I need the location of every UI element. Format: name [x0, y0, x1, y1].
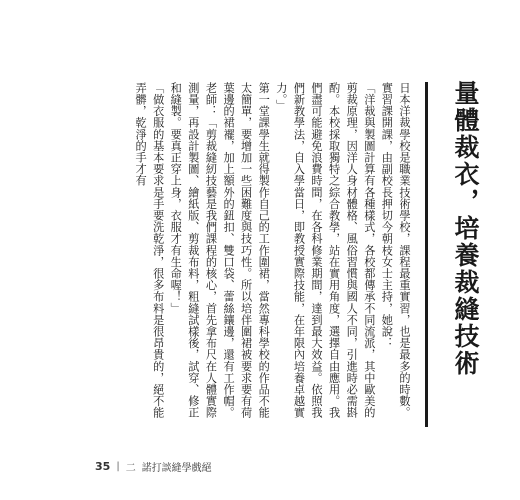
footer-separator: | [116, 461, 120, 472]
page-footer [95, 459, 212, 474]
paragraph-4: 老師：「剪裁縫紉技藝是我們課程的核心，首先拿布尺在人體實際測量，再設計製圖、繪紙版、剪裁布料，粗縫試樣後，試穿、修正和縫製。要真正穿上身，衣服才有生命喔！」 [169, 82, 218, 419]
paragraph-5: 「做衣服的基本要求是手要洗乾淨，很多布料是很昂貴的，絕不能弄髒，乾淨的手才有 [134, 82, 165, 419]
paragraph-2: 「洋裁與製圖計算有各種樣式，各校都傳承不同流派，其中歐美的剪裁原理，因洋人身材體格、風俗習慣與國人不同，引進時必需斟酌。本校採取獨特之綜合教學，站在實用角度，選擇自由應用。我們盡可能避免浪費時間，在各科修業期間，達到最大效益。依照我們新教學法，自入學當日，即教授實際技能，在年限內培養卓越實力。」 [274, 82, 376, 419]
page-number: 35 [95, 460, 111, 473]
book-title: 諾打談縫學戲絕 [141, 463, 212, 474]
heading-rule [425, 82, 428, 427]
section-heading: 量體裁衣，培養裁縫技術 [451, 80, 480, 377]
chapter-mark: 二 [125, 463, 136, 474]
paragraph-1: 日本洋裁學校是職業技術學校，課程最重實習，也是最多的時數。實習課開課，由副校長押切今朝枝女士主持，她說： [380, 82, 411, 419]
paragraph-3: 第一堂課學生就得製作自己的工作圍裙，當然專科學校的作品不能太簡單，要增加一些困難度與技巧性。所以培伴圍裙被要求要有荷葉邊的裙襬，加上額外的鈕扣、雙口袋、蕾絲鑲邊，還有工作帽。 [222, 82, 271, 419]
body-text [13, 82, 413, 427]
